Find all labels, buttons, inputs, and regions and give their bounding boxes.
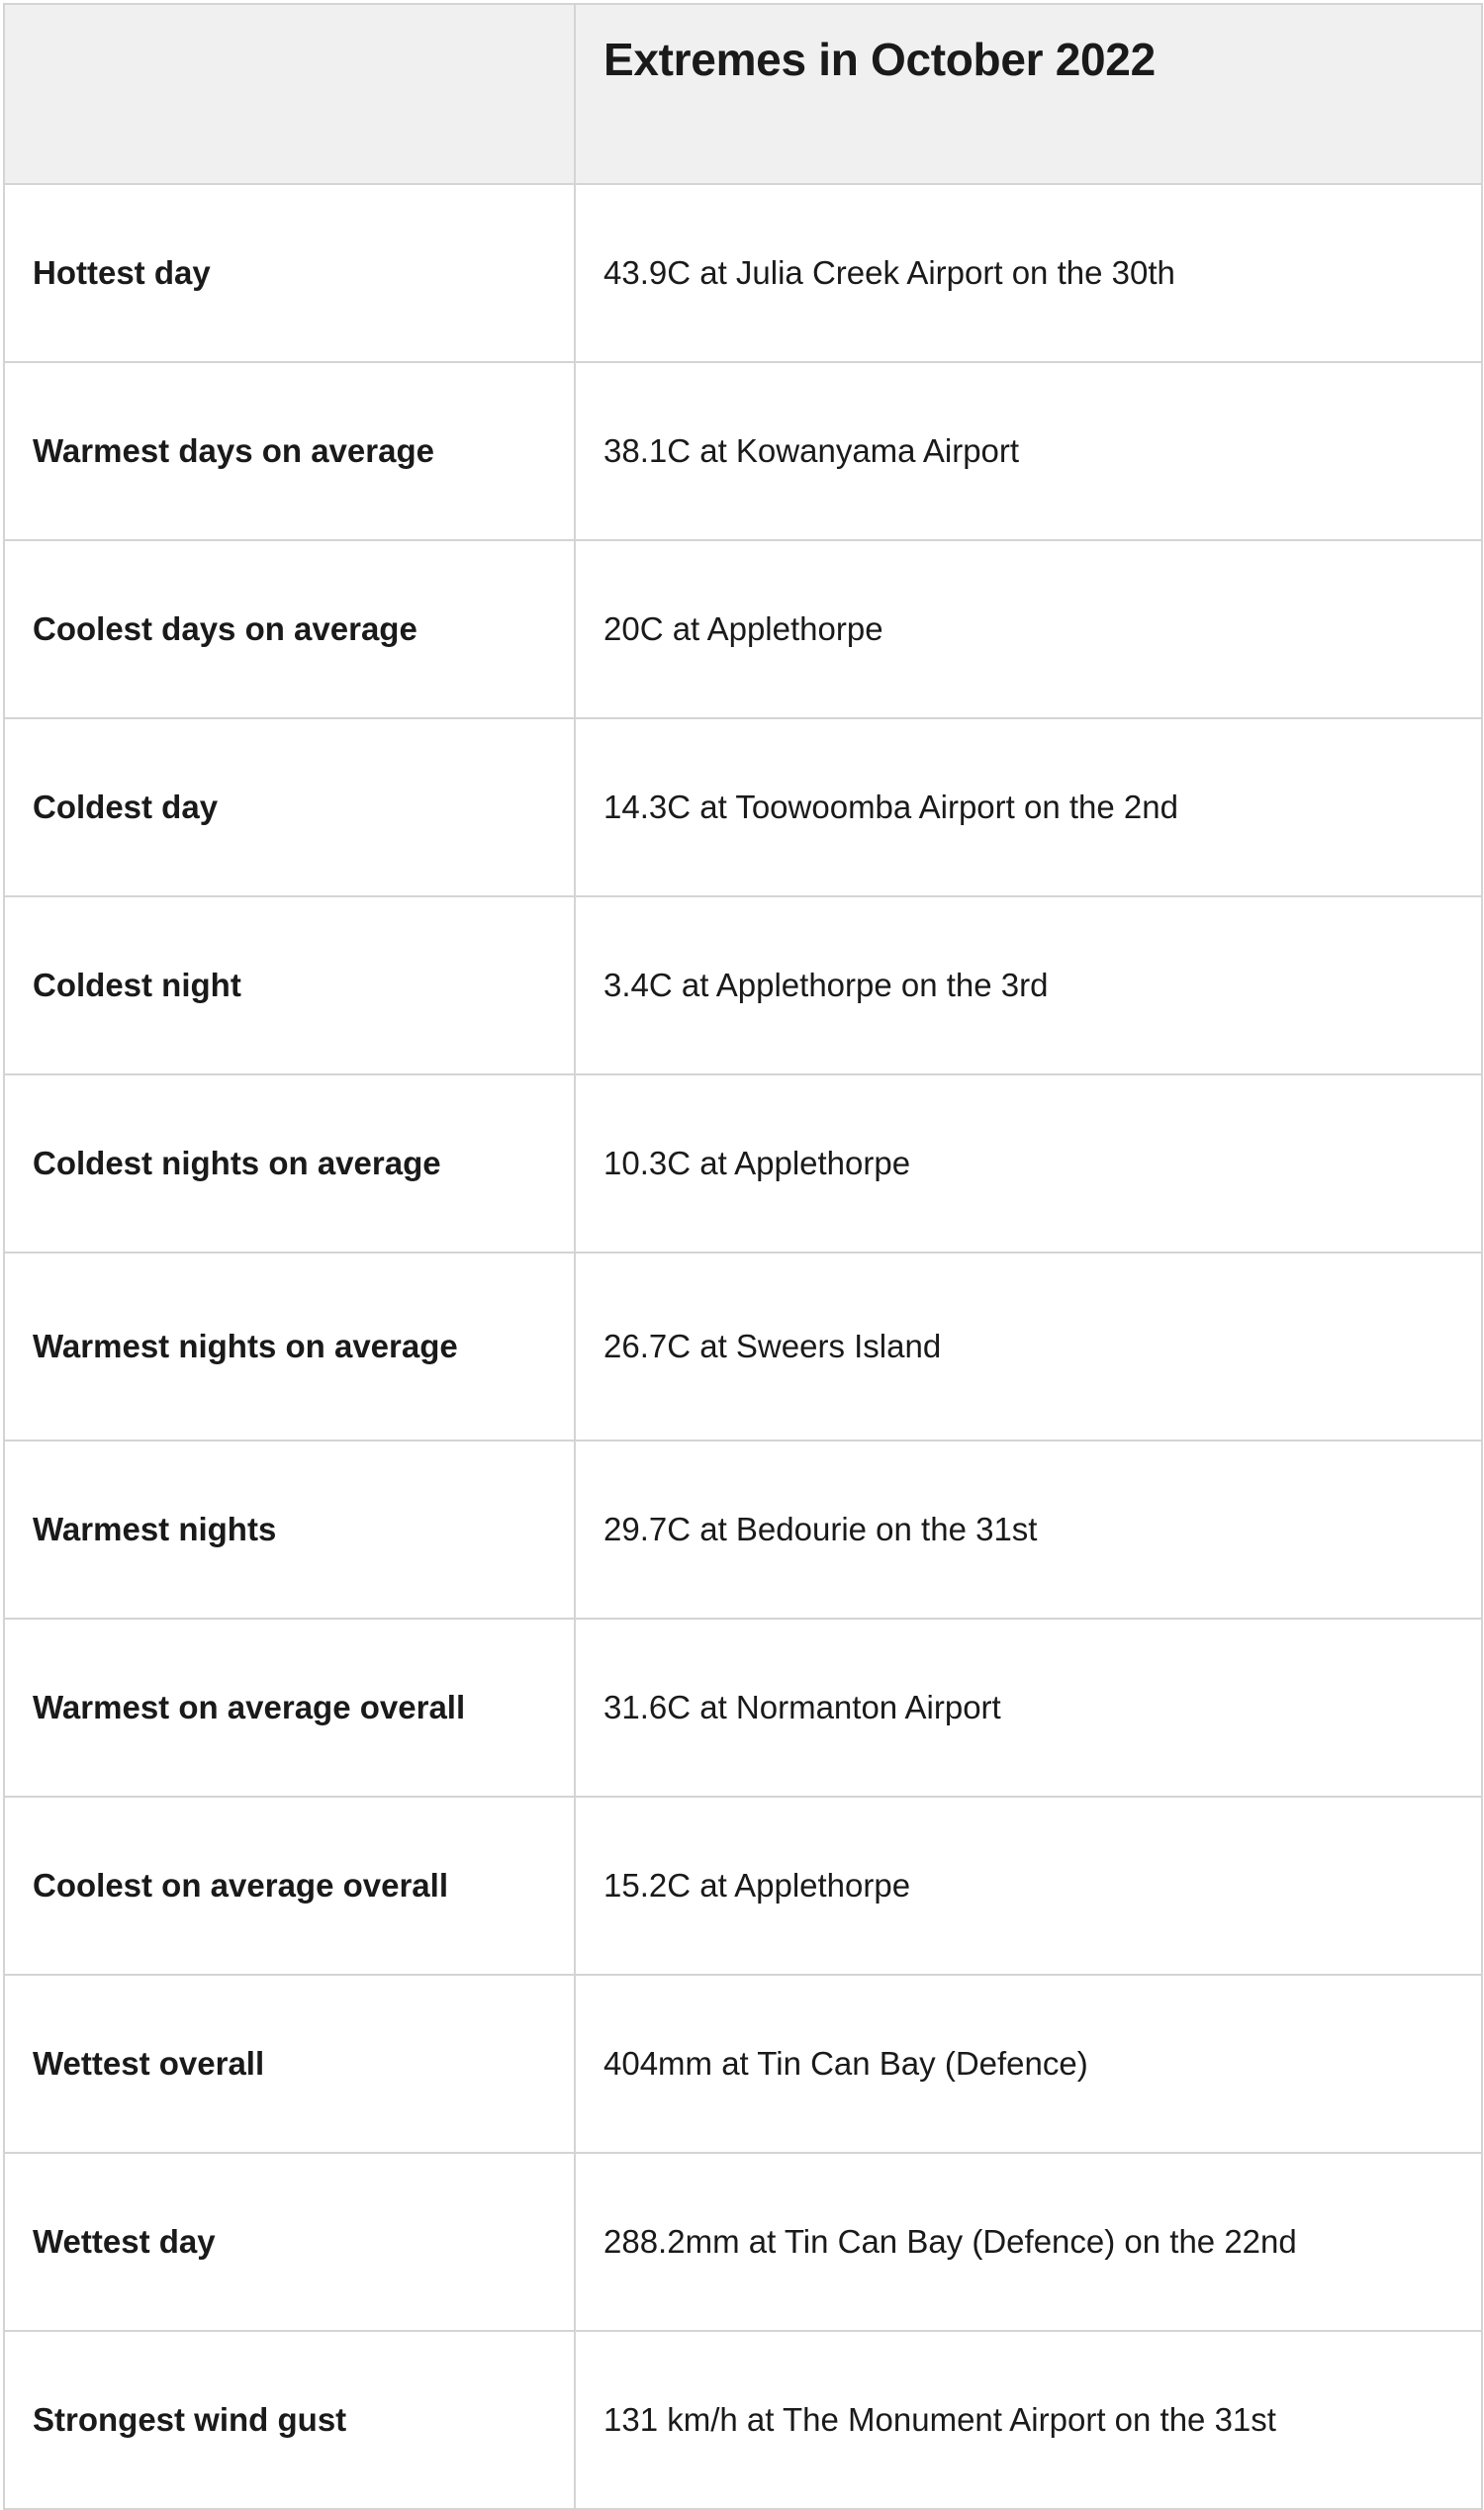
row-label: Wettest day [4, 2153, 575, 2331]
row-label: Coolest on average overall [4, 1797, 575, 1975]
extremes-table [3, 3, 1483, 2510]
table-body [4, 184, 1482, 2509]
row-label: Wettest overall [4, 1975, 575, 2153]
table-row [4, 2331, 1482, 2509]
row-value: 43.9C at Julia Creek Airport on the 30th [575, 184, 1482, 362]
table-row [4, 2153, 1482, 2331]
row-value: 31.6C at Normanton Airport [575, 1619, 1482, 1797]
table-row [4, 1797, 1482, 1975]
header-row [4, 4, 1482, 184]
row-label: Coldest day [4, 718, 575, 896]
row-label: Warmest on average overall [4, 1619, 575, 1797]
table-row [4, 1975, 1482, 2153]
row-value: 10.3C at Applethorpe [575, 1074, 1482, 1253]
table-row [4, 896, 1482, 1074]
row-value: 15.2C at Applethorpe [575, 1797, 1482, 1975]
row-label: Strongest wind gust [4, 2331, 575, 2509]
row-label: Warmest nights [4, 1441, 575, 1619]
header-empty-cell [4, 4, 575, 184]
table-header [4, 4, 1482, 184]
table-row [4, 718, 1482, 896]
row-label: Coldest nights on average [4, 1074, 575, 1253]
row-label: Warmest days on average [4, 362, 575, 540]
row-value: 14.3C at Toowoomba Airport on the 2nd [575, 718, 1482, 896]
row-label: Hottest day [4, 184, 575, 362]
row-label: Coldest night [4, 896, 575, 1074]
row-value: 38.1C at Kowanyama Airport [575, 362, 1482, 540]
table-row [4, 1253, 1482, 1441]
table-row [4, 184, 1482, 362]
row-value: 20C at Applethorpe [575, 540, 1482, 718]
table-title: Extremes in October 2022 [575, 4, 1482, 184]
row-value: 404mm at Tin Can Bay (Defence) [575, 1975, 1482, 2153]
table-row [4, 362, 1482, 540]
table-row [4, 1441, 1482, 1619]
row-value: 29.7C at Bedourie on the 31st [575, 1441, 1482, 1619]
row-value: 288.2mm at Tin Can Bay (Defence) on the 22nd [575, 2153, 1482, 2331]
table-row [4, 1619, 1482, 1797]
row-label: Warmest nights on average [4, 1253, 575, 1441]
table-row [4, 1074, 1482, 1253]
row-value: 131 km/h at The Monument Airport on the 31st [575, 2331, 1482, 2509]
row-value: 26.7C at Sweers Island [575, 1253, 1482, 1441]
row-label: Coolest days on average [4, 540, 575, 718]
row-value: 3.4C at Applethorpe on the 3rd [575, 896, 1482, 1074]
table-row [4, 540, 1482, 718]
